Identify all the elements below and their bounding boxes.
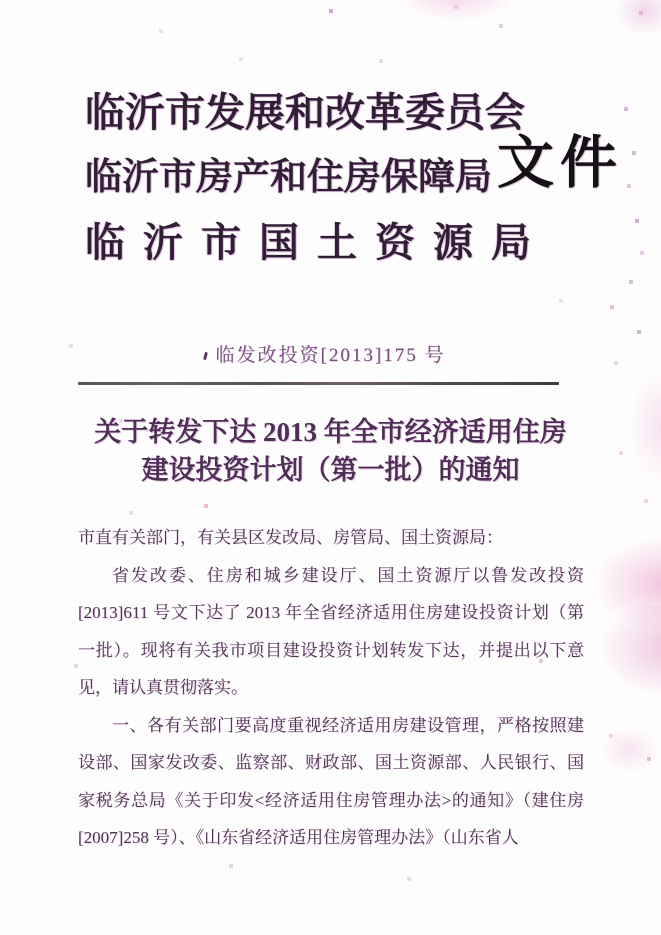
doc-type-label: 文件 xyxy=(497,131,623,195)
salutation: 市直有关部门，有关县区发改局、房管局、国土资源局： xyxy=(78,528,503,547)
separator-rule xyxy=(78,382,559,385)
document-body xyxy=(78,519,584,857)
scan-smudge xyxy=(598,606,661,698)
body-paragraph-2: 一、各有关部门要高度重视经济适用房建设管理，严格按照建设部、国家发改委、监察部、财政部、国土资源部、人民银行、国家税务总局《关于印发<经济适用住房管理办法>的通知》（建住房[2007]258 号）、《山东省经济适用住房管理办法》（山东省人 xyxy=(78,715,584,847)
body-paragraph-1: 省发改委、住房和城乡建设厅、国土资源厅以鲁发改投资[2013]611 号文下达了 2013 年全省经济适用住房建设投资计划（第一批）。现将有关我市项目建设投资计划转发下达，并提出以下意见，请认真贯彻落实。 xyxy=(78,565,584,697)
scan-smudge xyxy=(600,726,660,774)
scan-smudge xyxy=(402,0,512,20)
title-line-2: 建设投资计划（第一批）的通知 xyxy=(141,455,520,485)
letterhead xyxy=(85,80,625,276)
org-name-line-1: 临沂市发展和改革委员会 xyxy=(85,90,525,135)
scan-smudge xyxy=(592,536,661,632)
org-name-line-3: 临沂市国土资源局 xyxy=(85,220,549,265)
document-title xyxy=(0,413,661,489)
org-name-line-2: 临沂市房产和住房保障局 xyxy=(85,157,492,198)
scan-smudge xyxy=(615,0,661,36)
scan-noise-speckles xyxy=(0,0,2,2)
doc-number: 临发改投资[2013]175 号 xyxy=(215,345,446,366)
title-line-1: 关于转发下达 2013 年全市经济适用住房 xyxy=(94,417,567,447)
